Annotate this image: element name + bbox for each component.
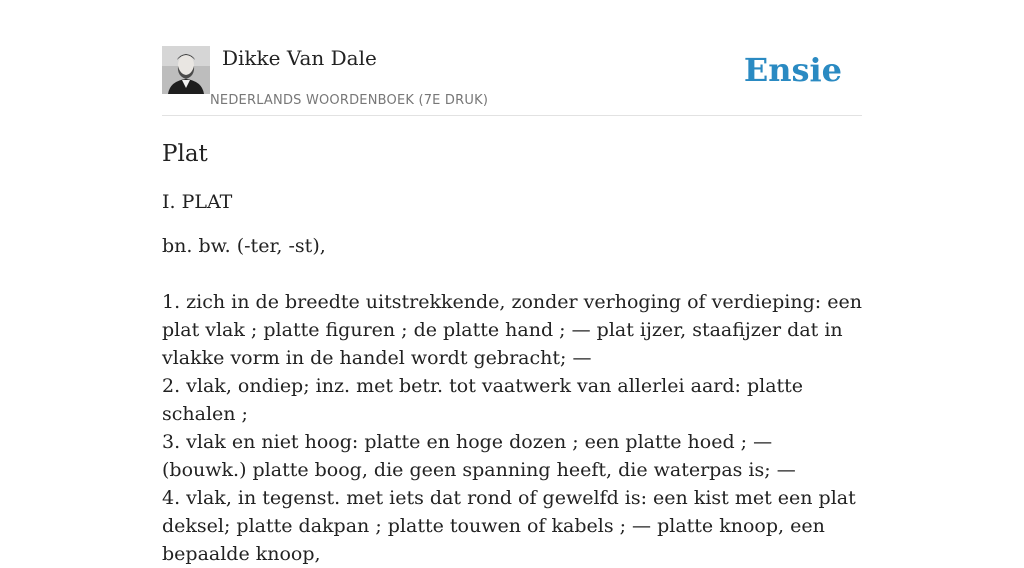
source-title[interactable]: NEDERLANDS WOORDENBOEK (7E DRUK) xyxy=(210,93,489,108)
brand-logo[interactable]: Ensie xyxy=(743,51,842,89)
entry-content xyxy=(162,138,862,568)
entry-heading: I. PLAT xyxy=(162,191,233,213)
paragraph-spacer xyxy=(162,260,862,288)
sense-item: 4. vlak, in tegenst. met iets dat rond of gewelfd is: een kist met een plat deksel; platte dakpan ; platte touwen of kabels ; — platte knoop, een bepaalde knoop, xyxy=(162,487,856,565)
portrait-icon xyxy=(162,46,210,94)
page-title: Plat xyxy=(162,141,208,167)
sense-item: 2. vlak, ondiep; inz. met betr. tot vaatwerk van allerlei aard: platte schalen ; xyxy=(162,375,804,425)
page-header xyxy=(162,46,862,116)
sense-item: 1. zich in de breedte uitstrekkende, zonder verhoging of verdieping: een plat vlak ; platte figuren ; de platte hand ; — plat ijzer, staafijzer dat in vlakke vorm in de handel wordt gebracht; — xyxy=(162,291,862,369)
avatar[interactable] xyxy=(162,46,210,94)
header-divider xyxy=(162,115,862,116)
sense-item: 3. vlak en niet hoog: platte en hoge dozen ; een platte hoed ; — (bouwk.) platte boog, die geen spanning heeft, die waterpas is; — xyxy=(162,431,796,481)
entry-body xyxy=(162,232,862,568)
grammar-note: bn. bw. (-ter, -st), xyxy=(162,235,326,257)
author-name[interactable]: Dikke Van Dale xyxy=(222,46,377,70)
